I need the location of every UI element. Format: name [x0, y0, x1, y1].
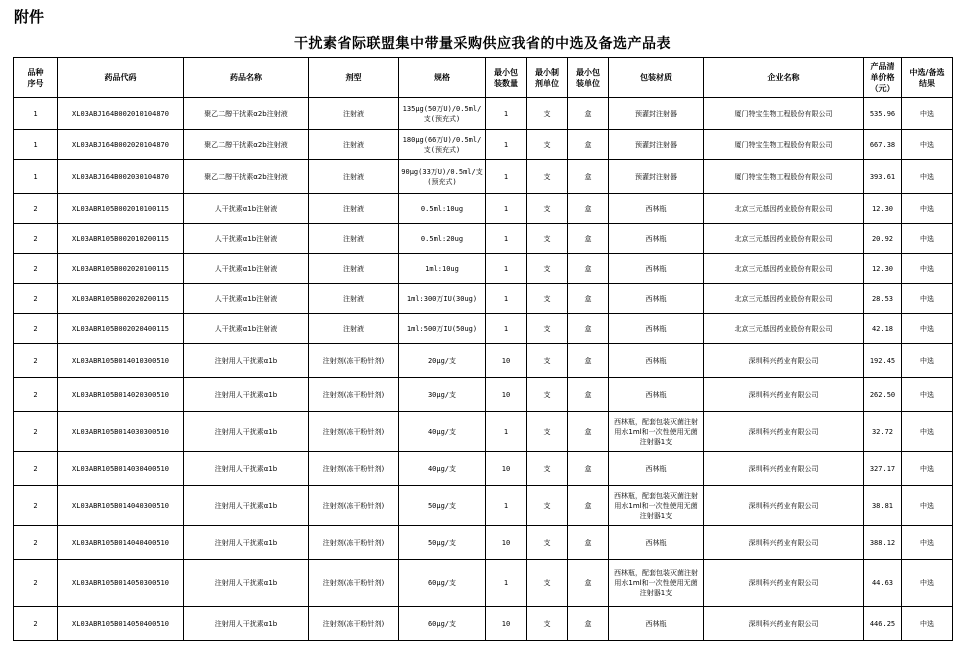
col-result-cell: 中选: [902, 194, 953, 224]
col-seq-cell: 2: [14, 224, 58, 254]
col-dosage-form-cell: 注射液: [309, 314, 399, 344]
col-result-cell: 中选: [902, 526, 953, 560]
col-result-cell: 中选: [902, 254, 953, 284]
col-drug-code-cell: XL03ABR105B014030400510: [58, 452, 184, 486]
col-pack-material-cell: 西林瓶: [609, 254, 704, 284]
col-seq-cell: 2: [14, 486, 58, 526]
col-pack-unit-cell: 盒: [568, 130, 609, 160]
col-company-cell: 深圳科兴药业有限公司: [704, 452, 864, 486]
col-spec-cell: 60μg/支: [399, 560, 486, 607]
col-seq-cell: 2: [14, 344, 58, 378]
col-drug-code-cell: XL03ABR105B002020100115: [58, 254, 184, 284]
col-min-pack-qty-cell: 1: [486, 254, 527, 284]
col-pack-unit-cell: 盒: [568, 412, 609, 452]
attachment-label: 附件: [14, 8, 45, 26]
col-min-pack-qty-cell: 1: [486, 98, 527, 130]
table-row: [14, 452, 953, 486]
product-table: [13, 57, 953, 641]
col-drug-code-cell: XL03ABR105B014040300510: [58, 486, 184, 526]
col-spec-cell: 1ml:10ug: [399, 254, 486, 284]
col-pack-unit-cell: 盒: [568, 560, 609, 607]
col-result-cell: 中选: [902, 344, 953, 378]
header-col-drug-code: 药品代码: [58, 58, 184, 98]
col-seq-cell: 2: [14, 560, 58, 607]
col-min-pack-qty-cell: 1: [486, 194, 527, 224]
col-min-pack-qty-cell: 1: [486, 284, 527, 314]
col-seq-cell: 2: [14, 452, 58, 486]
col-min-pack-qty-cell: 1: [486, 486, 527, 526]
col-spec-cell: 50μg/支: [399, 526, 486, 560]
col-drug-code-cell: XL03ABJ164B002020104870: [58, 130, 184, 160]
col-seq-cell: 1: [14, 98, 58, 130]
col-price-cell: 12.30: [864, 194, 902, 224]
col-seq-cell: 2: [14, 378, 58, 412]
col-pack-material-cell: 西林瓶: [609, 314, 704, 344]
col-min-unit-cell: 支: [527, 378, 568, 412]
col-min-unit-cell: 支: [527, 314, 568, 344]
header-col-result: 中选/备选 结果: [902, 58, 953, 98]
col-seq-cell: 1: [14, 130, 58, 160]
col-drug-name-cell: 人干扰素α1b注射液: [184, 314, 309, 344]
col-pack-material-cell: 西林瓶: [609, 344, 704, 378]
col-spec-cell: 30μg/支: [399, 378, 486, 412]
header-col-pack-unit: 最小包 装单位: [568, 58, 609, 98]
col-pack-material-cell: 西林瓶: [609, 607, 704, 641]
col-result-cell: 中选: [902, 98, 953, 130]
col-spec-cell: 40μg/支: [399, 412, 486, 452]
col-pack-unit-cell: 盒: [568, 254, 609, 284]
col-drug-name-cell: 人干扰素α1b注射液: [184, 194, 309, 224]
col-drug-name-cell: 注射用人干扰素α1b: [184, 526, 309, 560]
header-col-drug-name: 药品名称: [184, 58, 309, 98]
col-seq-cell: 2: [14, 412, 58, 452]
col-pack-unit-cell: 盒: [568, 452, 609, 486]
col-min-unit-cell: 支: [527, 160, 568, 194]
table-row: [14, 526, 953, 560]
col-price-cell: 38.81: [864, 486, 902, 526]
col-dosage-form-cell: 注射液: [309, 130, 399, 160]
col-min-unit-cell: 支: [527, 526, 568, 560]
table-row: [14, 160, 953, 194]
col-result-cell: 中选: [902, 412, 953, 452]
col-min-pack-qty-cell: 1: [486, 160, 527, 194]
header-col-price: 产品清 单价格 （元）: [864, 58, 902, 98]
col-pack-unit-cell: 盒: [568, 526, 609, 560]
col-min-unit-cell: 支: [527, 224, 568, 254]
col-result-cell: 中选: [902, 607, 953, 641]
col-result-cell: 中选: [902, 314, 953, 344]
col-min-pack-qty-cell: 1: [486, 412, 527, 452]
col-drug-name-cell: 注射用人干扰素α1b: [184, 378, 309, 412]
col-pack-material-cell: 预灌封注射器: [609, 98, 704, 130]
col-dosage-form-cell: 注射液: [309, 98, 399, 130]
col-pack-unit-cell: 盒: [568, 607, 609, 641]
header-col-min-unit: 最小制 剂单位: [527, 58, 568, 98]
col-min-pack-qty-cell: 10: [486, 607, 527, 641]
col-spec-cell: 40μg/支: [399, 452, 486, 486]
col-company-cell: 深圳科兴药业有限公司: [704, 526, 864, 560]
col-min-unit-cell: 支: [527, 486, 568, 526]
col-seq-cell: 2: [14, 194, 58, 224]
col-dosage-form-cell: 注射剂(冻干粉针剂): [309, 344, 399, 378]
col-seq-cell: 2: [14, 284, 58, 314]
page-title: 干扰素省际联盟集中带量采购供应我省的中选及备选产品表: [294, 36, 671, 52]
col-result-cell: 中选: [902, 130, 953, 160]
col-pack-material-cell: 西林瓶: [609, 452, 704, 486]
table-row: [14, 344, 953, 378]
col-drug-code-cell: XL03ABR105B014030300510: [58, 412, 184, 452]
table-row: [14, 284, 953, 314]
col-price-cell: 44.63: [864, 560, 902, 607]
col-seq-cell: 2: [14, 526, 58, 560]
col-pack-unit-cell: 盒: [568, 486, 609, 526]
col-company-cell: 厦门特宝生物工程股份有限公司: [704, 160, 864, 194]
table-row: [14, 224, 953, 254]
col-spec-cell: 1ml:300万IU(30ug): [399, 284, 486, 314]
col-drug-name-cell: 人干扰素α1b注射液: [184, 254, 309, 284]
col-dosage-form-cell: 注射液: [309, 284, 399, 314]
col-drug-name-cell: 聚乙二醇干扰素α2b注射液: [184, 160, 309, 194]
col-dosage-form-cell: 注射液: [309, 160, 399, 194]
col-pack-unit-cell: 盒: [568, 194, 609, 224]
col-result-cell: 中选: [902, 160, 953, 194]
col-seq-cell: 1: [14, 160, 58, 194]
col-result-cell: 中选: [902, 284, 953, 314]
col-spec-cell: 60μg/支: [399, 607, 486, 641]
col-price-cell: 388.12: [864, 526, 902, 560]
col-pack-material-cell: 西林瓶，配套包装灭菌注射用水1ml和一次性使用无菌注射器1支: [609, 560, 704, 607]
col-result-cell: 中选: [902, 452, 953, 486]
col-company-cell: 深圳科兴药业有限公司: [704, 607, 864, 641]
table-body: [14, 98, 953, 641]
col-drug-code-cell: XL03ABR105B014020300510: [58, 378, 184, 412]
table-row: [14, 486, 953, 526]
col-company-cell: 北京三元基因药业股份有限公司: [704, 254, 864, 284]
col-min-unit-cell: 支: [527, 130, 568, 160]
col-company-cell: 深圳科兴药业有限公司: [704, 486, 864, 526]
col-dosage-form-cell: 注射剂(冻干粉针剂): [309, 378, 399, 412]
col-pack-unit-cell: 盒: [568, 98, 609, 130]
header-col-min-pack-qty: 最小包 装数量: [486, 58, 527, 98]
col-min-unit-cell: 支: [527, 284, 568, 314]
col-seq-cell: 2: [14, 254, 58, 284]
col-company-cell: 厦门特宝生物工程股份有限公司: [704, 130, 864, 160]
col-min-pack-qty-cell: 10: [486, 378, 527, 412]
col-drug-code-cell: XL03ABR105B014050300510: [58, 560, 184, 607]
table-row: [14, 412, 953, 452]
col-drug-name-cell: 注射用人干扰素α1b: [184, 412, 309, 452]
col-min-pack-qty-cell: 10: [486, 526, 527, 560]
col-pack-material-cell: 预灌封注射器: [609, 160, 704, 194]
table-header: [14, 58, 953, 98]
col-drug-code-cell: XL03ABR105B002020200115: [58, 284, 184, 314]
col-drug-name-cell: 注射用人干扰素α1b: [184, 486, 309, 526]
col-seq-cell: 2: [14, 314, 58, 344]
header-col-pack-material: 包装材质: [609, 58, 704, 98]
col-min-pack-qty-cell: 10: [486, 452, 527, 486]
col-price-cell: 535.96: [864, 98, 902, 130]
col-min-unit-cell: 支: [527, 344, 568, 378]
col-company-cell: 北京三元基因药业股份有限公司: [704, 284, 864, 314]
header-col-dosage-form: 剂型: [309, 58, 399, 98]
col-drug-name-cell: 人干扰素α1b注射液: [184, 284, 309, 314]
col-company-cell: 北京三元基因药业股份有限公司: [704, 224, 864, 254]
col-result-cell: 中选: [902, 486, 953, 526]
col-spec-cell: 50μg/支: [399, 486, 486, 526]
col-drug-name-cell: 人干扰素α1b注射液: [184, 224, 309, 254]
col-min-pack-qty-cell: 1: [486, 560, 527, 607]
col-drug-code-cell: XL03ABR105B002010200115: [58, 224, 184, 254]
col-company-cell: 深圳科兴药业有限公司: [704, 412, 864, 452]
col-price-cell: 28.53: [864, 284, 902, 314]
col-spec-cell: 20μg/支: [399, 344, 486, 378]
col-dosage-form-cell: 注射液: [309, 194, 399, 224]
header-col-seq: 品种 序号: [14, 58, 58, 98]
col-result-cell: 中选: [902, 560, 953, 607]
col-price-cell: 192.45: [864, 344, 902, 378]
col-pack-unit-cell: 盒: [568, 284, 609, 314]
col-pack-material-cell: 西林瓶: [609, 224, 704, 254]
col-drug-name-cell: 注射用人干扰素α1b: [184, 607, 309, 641]
col-price-cell: 667.38: [864, 130, 902, 160]
col-drug-code-cell: XL03ABR105B014040400510: [58, 526, 184, 560]
header-row: [14, 58, 953, 98]
col-price-cell: 20.92: [864, 224, 902, 254]
col-drug-code-cell: XL03ABR105B014050400510: [58, 607, 184, 641]
col-dosage-form-cell: 注射剂(冻干粉针剂): [309, 526, 399, 560]
col-drug-name-cell: 注射用人干扰素α1b: [184, 452, 309, 486]
col-pack-unit-cell: 盒: [568, 344, 609, 378]
col-pack-material-cell: 预灌封注射器: [609, 130, 704, 160]
col-drug-code-cell: XL03ABR105B002010100115: [58, 194, 184, 224]
col-min-unit-cell: 支: [527, 194, 568, 224]
col-drug-code-cell: XL03ABR105B002020400115: [58, 314, 184, 344]
col-spec-cell: 90μg(33万U)/0.5ml/支(预充式): [399, 160, 486, 194]
col-spec-cell: 0.5ml:10ug: [399, 194, 486, 224]
col-pack-material-cell: 西林瓶: [609, 526, 704, 560]
col-min-pack-qty-cell: 10: [486, 344, 527, 378]
col-company-cell: 厦门特宝生物工程股份有限公司: [704, 98, 864, 130]
col-price-cell: 262.50: [864, 378, 902, 412]
col-pack-unit-cell: 盒: [568, 224, 609, 254]
table-row: [14, 98, 953, 130]
col-price-cell: 12.30: [864, 254, 902, 284]
col-spec-cell: 1ml:500万IU(50ug): [399, 314, 486, 344]
col-result-cell: 中选: [902, 378, 953, 412]
col-dosage-form-cell: 注射剂(冻干粉针剂): [309, 607, 399, 641]
col-price-cell: 42.18: [864, 314, 902, 344]
col-drug-code-cell: XL03ABJ164B002030104870: [58, 160, 184, 194]
table-row: [14, 314, 953, 344]
col-min-unit-cell: 支: [527, 452, 568, 486]
col-spec-cell: 0.5ml:20ug: [399, 224, 486, 254]
table-row: [14, 254, 953, 284]
col-pack-material-cell: 西林瓶，配套包装灭菌注射用水1ml和一次性使用无菌注射器1支: [609, 486, 704, 526]
col-spec-cell: 180μg(66万U)/0.5ml/支(预充式): [399, 130, 486, 160]
header-col-spec: 规格: [399, 58, 486, 98]
col-price-cell: 393.61: [864, 160, 902, 194]
col-drug-name-cell: 注射用人干扰素α1b: [184, 560, 309, 607]
col-min-unit-cell: 支: [527, 607, 568, 641]
col-price-cell: 32.72: [864, 412, 902, 452]
col-dosage-form-cell: 注射液: [309, 224, 399, 254]
col-pack-unit-cell: 盒: [568, 160, 609, 194]
col-result-cell: 中选: [902, 224, 953, 254]
col-min-pack-qty-cell: 1: [486, 130, 527, 160]
col-drug-code-cell: XL03ABJ164B002010104870: [58, 98, 184, 130]
col-pack-material-cell: 西林瓶: [609, 194, 704, 224]
header-col-company: 企业名称: [704, 58, 864, 98]
col-price-cell: 327.17: [864, 452, 902, 486]
col-min-unit-cell: 支: [527, 412, 568, 452]
col-company-cell: 北京三元基因药业股份有限公司: [704, 194, 864, 224]
table-row: [14, 560, 953, 607]
col-min-unit-cell: 支: [527, 254, 568, 284]
col-pack-material-cell: 西林瓶，配套包装灭菌注射用水1ml和一次性使用无菌注射器1支: [609, 412, 704, 452]
col-pack-unit-cell: 盒: [568, 378, 609, 412]
col-dosage-form-cell: 注射液: [309, 254, 399, 284]
col-min-pack-qty-cell: 1: [486, 224, 527, 254]
col-pack-material-cell: 西林瓶: [609, 284, 704, 314]
col-min-pack-qty-cell: 1: [486, 314, 527, 344]
table-row: [14, 194, 953, 224]
table-row: [14, 607, 953, 641]
col-company-cell: 北京三元基因药业股份有限公司: [704, 314, 864, 344]
col-company-cell: 深圳科兴药业有限公司: [704, 378, 864, 412]
col-drug-name-cell: 聚乙二醇干扰素α2b注射液: [184, 130, 309, 160]
col-dosage-form-cell: 注射剂(冻干粉针剂): [309, 486, 399, 526]
col-min-unit-cell: 支: [527, 98, 568, 130]
table-row: [14, 378, 953, 412]
col-spec-cell: 135μg(50万U)/0.5ml/支(预充式): [399, 98, 486, 130]
col-company-cell: 深圳科兴药业有限公司: [704, 560, 864, 607]
col-seq-cell: 2: [14, 607, 58, 641]
col-dosage-form-cell: 注射剂(冻干粉针剂): [309, 560, 399, 607]
table-row: [14, 130, 953, 160]
col-drug-name-cell: 聚乙二醇干扰素α2b注射液: [184, 98, 309, 130]
col-pack-unit-cell: 盒: [568, 314, 609, 344]
col-pack-material-cell: 西林瓶: [609, 378, 704, 412]
col-min-unit-cell: 支: [527, 560, 568, 607]
col-company-cell: 深圳科兴药业有限公司: [704, 344, 864, 378]
col-price-cell: 446.25: [864, 607, 902, 641]
col-dosage-form-cell: 注射剂(冻干粉针剂): [309, 412, 399, 452]
col-drug-code-cell: XL03ABR105B014010300510: [58, 344, 184, 378]
col-drug-name-cell: 注射用人干扰素α1b: [184, 344, 309, 378]
col-dosage-form-cell: 注射剂(冻干粉针剂): [309, 452, 399, 486]
